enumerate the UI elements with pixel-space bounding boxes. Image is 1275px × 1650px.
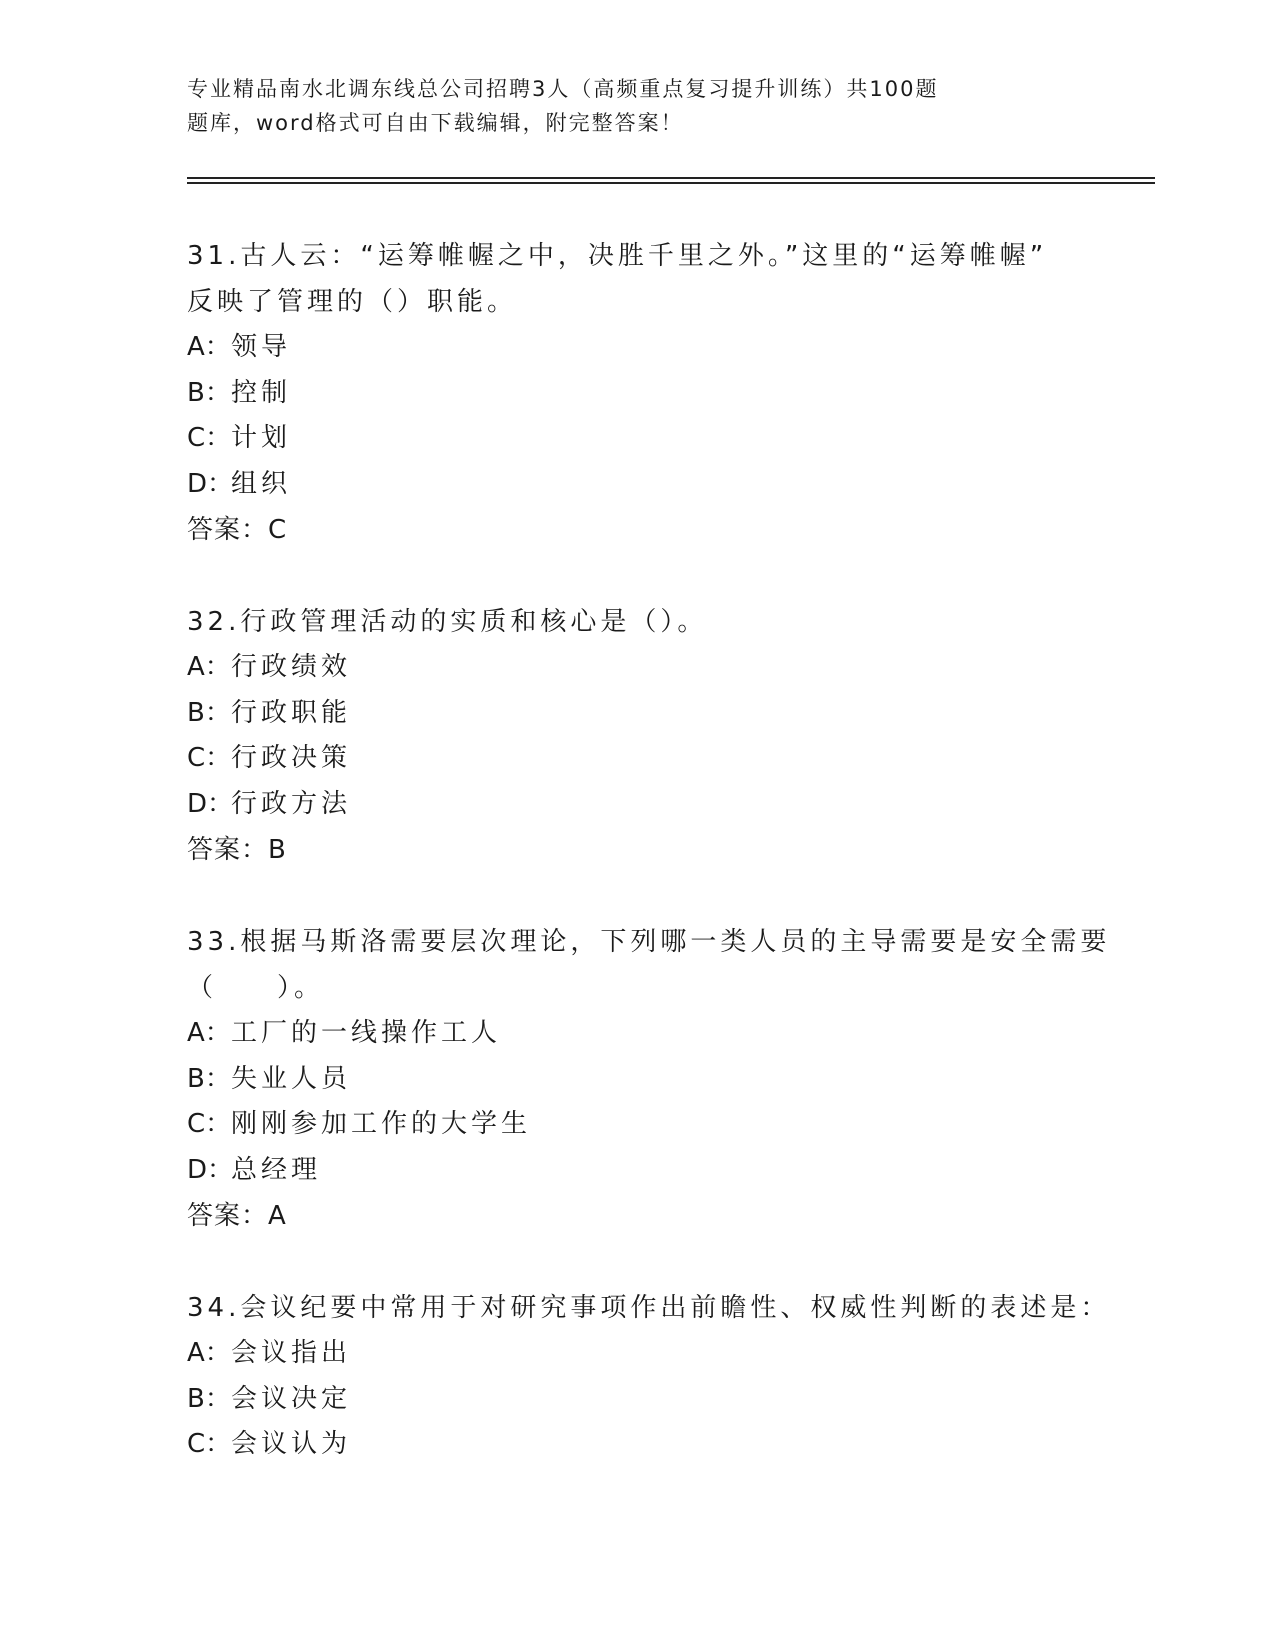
answer-line: 答案：B [187, 835, 287, 865]
option-letter: B： [187, 1383, 231, 1414]
option-text: 行政方法 [231, 788, 352, 819]
question-text: 反映了管理的（）职能。 [187, 287, 518, 317]
option-c [187, 1102, 1087, 1148]
option-b [187, 691, 1087, 737]
question-31 [187, 233, 1087, 553]
option-text: 总经理 [231, 1154, 322, 1185]
option-letter: C： [187, 1109, 232, 1139]
option-d [187, 1148, 1087, 1194]
header-line-1: 专业精品南水北调东线总公司招聘3人（高频重点复习提升训练）共100题 [187, 77, 939, 101]
question-text: 34.会议纪要中常用于对研究事项作出前瞻性、权威性判断的表述是： [187, 1293, 1111, 1323]
option-text: 行政职能 [231, 697, 352, 728]
question-text: （ ）。 [187, 973, 325, 1003]
option-text: 控制 [231, 377, 292, 408]
option-letter: A： [187, 1018, 231, 1048]
option-text: 失业人员 [231, 1063, 352, 1094]
option-c [187, 1422, 1087, 1468]
option-letter: C： [187, 743, 232, 773]
option-c [187, 736, 1087, 782]
option-text: 会议指出 [231, 1338, 352, 1368]
question-33 [187, 919, 1111, 1239]
option-letter: B： [187, 377, 231, 408]
option-letter: C： [187, 1429, 232, 1459]
option-letter: B： [187, 1063, 231, 1094]
question-text: 31.古人云：“运筹帷幄之中，决胜千里之外。”这里的“运筹帷幄” [187, 241, 1048, 271]
option-d [187, 782, 1087, 828]
header-divider-bottom [187, 182, 1155, 184]
option-d [187, 462, 1087, 508]
option-a [187, 325, 1087, 371]
option-a [187, 1331, 1087, 1377]
option-b [187, 371, 1087, 417]
option-text: 刚刚参加工作的大学生 [231, 1109, 532, 1139]
option-letter: A： [187, 652, 231, 682]
option-a [187, 645, 1087, 691]
option-text: 计划 [231, 423, 292, 453]
answer-line: 答案：C [187, 515, 288, 545]
option-text: 行政绩效 [231, 652, 352, 682]
option-text: 组织 [231, 468, 292, 499]
option-letter: B： [187, 697, 231, 728]
option-text: 领导 [231, 332, 292, 362]
option-letter: A： [187, 1338, 231, 1368]
option-text: 工厂的一线操作工人 [231, 1018, 502, 1048]
option-b [187, 1057, 1087, 1103]
question-list [187, 233, 1111, 1514]
document-header [187, 72, 1017, 140]
answer-line: 答案：A [187, 1201, 287, 1231]
option-text: 会议认为 [231, 1429, 352, 1459]
option-a [187, 1011, 1087, 1057]
option-letter: A： [187, 332, 231, 362]
option-letter: D： [187, 1154, 234, 1185]
option-b [187, 1377, 1087, 1423]
question-text: 33.根据马斯洛需要层次理论，下列哪一类人员的主导需要是安全需要 [187, 927, 1111, 957]
question-34 [187, 1285, 1111, 1468]
question-32 [187, 599, 1087, 873]
option-letter: D： [187, 468, 234, 499]
option-c [187, 416, 1087, 462]
option-text: 行政决策 [231, 743, 352, 773]
option-text: 会议决定 [231, 1383, 352, 1414]
question-text: 32.行政管理活动的实质和核心是（）。 [187, 607, 708, 637]
option-letter: C： [187, 423, 232, 453]
header-line-2: 题库，word格式可自由下载编辑，附完整答案！ [187, 111, 684, 135]
header-divider-top [187, 177, 1155, 179]
option-letter: D： [187, 788, 234, 819]
